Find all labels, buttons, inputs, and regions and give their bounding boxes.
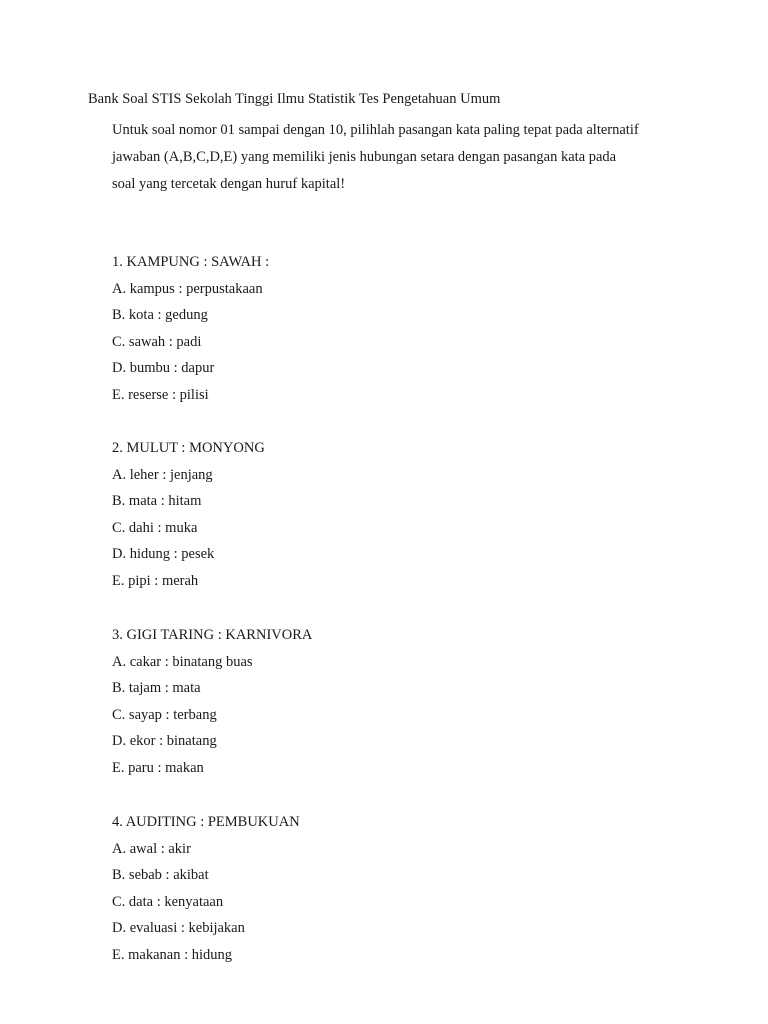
answer-option-b: B. tajam : mata bbox=[112, 680, 201, 697]
question-4 bbox=[112, 809, 672, 969]
answer-option-a: A. leher : jenjang bbox=[112, 466, 213, 483]
answer-option-d: D. ekor : binatang bbox=[112, 733, 217, 750]
answer-option-c: C. sawah : padi bbox=[112, 333, 202, 350]
question-2 bbox=[112, 435, 672, 595]
document-title: Bank Soal STIS Sekolah Tinggi Ilmu Statistik Tes Pengetahuan Umum bbox=[88, 91, 501, 107]
answer-option-d: D. evaluasi : kebijakan bbox=[112, 920, 245, 937]
answer-option-b: B. sebab : akibat bbox=[112, 867, 209, 884]
question-prompt: 1. KAMPUNG : SAWAH : bbox=[112, 254, 270, 270]
answer-option-c: C. data : kenyataan bbox=[112, 893, 224, 910]
answer-option-a: A. cakar : binatang buas bbox=[112, 653, 253, 670]
question-prompt: 4. AUDITING : PEMBUKUAN bbox=[112, 814, 300, 830]
answer-option-c: C. dahi : muka bbox=[112, 519, 198, 536]
instructions-paragraph bbox=[112, 117, 672, 198]
instructions-line: soal yang tercetak dengan huruf kapital! bbox=[112, 176, 346, 192]
answer-option-e: E. paru : makan bbox=[112, 759, 204, 776]
answer-option-d: D. hidung : pesek bbox=[112, 546, 215, 563]
answer-option-a: A. awal : akir bbox=[112, 840, 191, 857]
question-3 bbox=[112, 622, 672, 782]
answer-option-e: E. makanan : hidung bbox=[112, 946, 233, 963]
answer-option-a: A. kampus : perpustakaan bbox=[112, 280, 263, 297]
answer-option-b: B. kota : gedung bbox=[112, 307, 208, 324]
question-prompt: 3. GIGI TARING : KARNIVORA bbox=[112, 627, 313, 643]
answer-option-c: C. sayap : terbang bbox=[112, 706, 217, 723]
answer-option-e: E. reserse : pilisi bbox=[112, 386, 209, 403]
answer-option-d: D. bumbu : dapur bbox=[112, 360, 215, 377]
answer-option-e: E. pipi : merah bbox=[112, 572, 199, 589]
instructions-line: Untuk soal nomor 01 sampai dengan 10, pilihlah pasangan kata paling tepat pada alternatif bbox=[112, 122, 639, 138]
answer-option-b: B. mata : hitam bbox=[112, 493, 202, 510]
question-1 bbox=[112, 249, 672, 409]
instructions-line: jawaban (A,B,C,D,E) yang memiliki jenis hubungan setara dengan pasangan kata pada bbox=[112, 149, 617, 165]
question-prompt: 2. MULUT : MONYONG bbox=[112, 440, 265, 456]
